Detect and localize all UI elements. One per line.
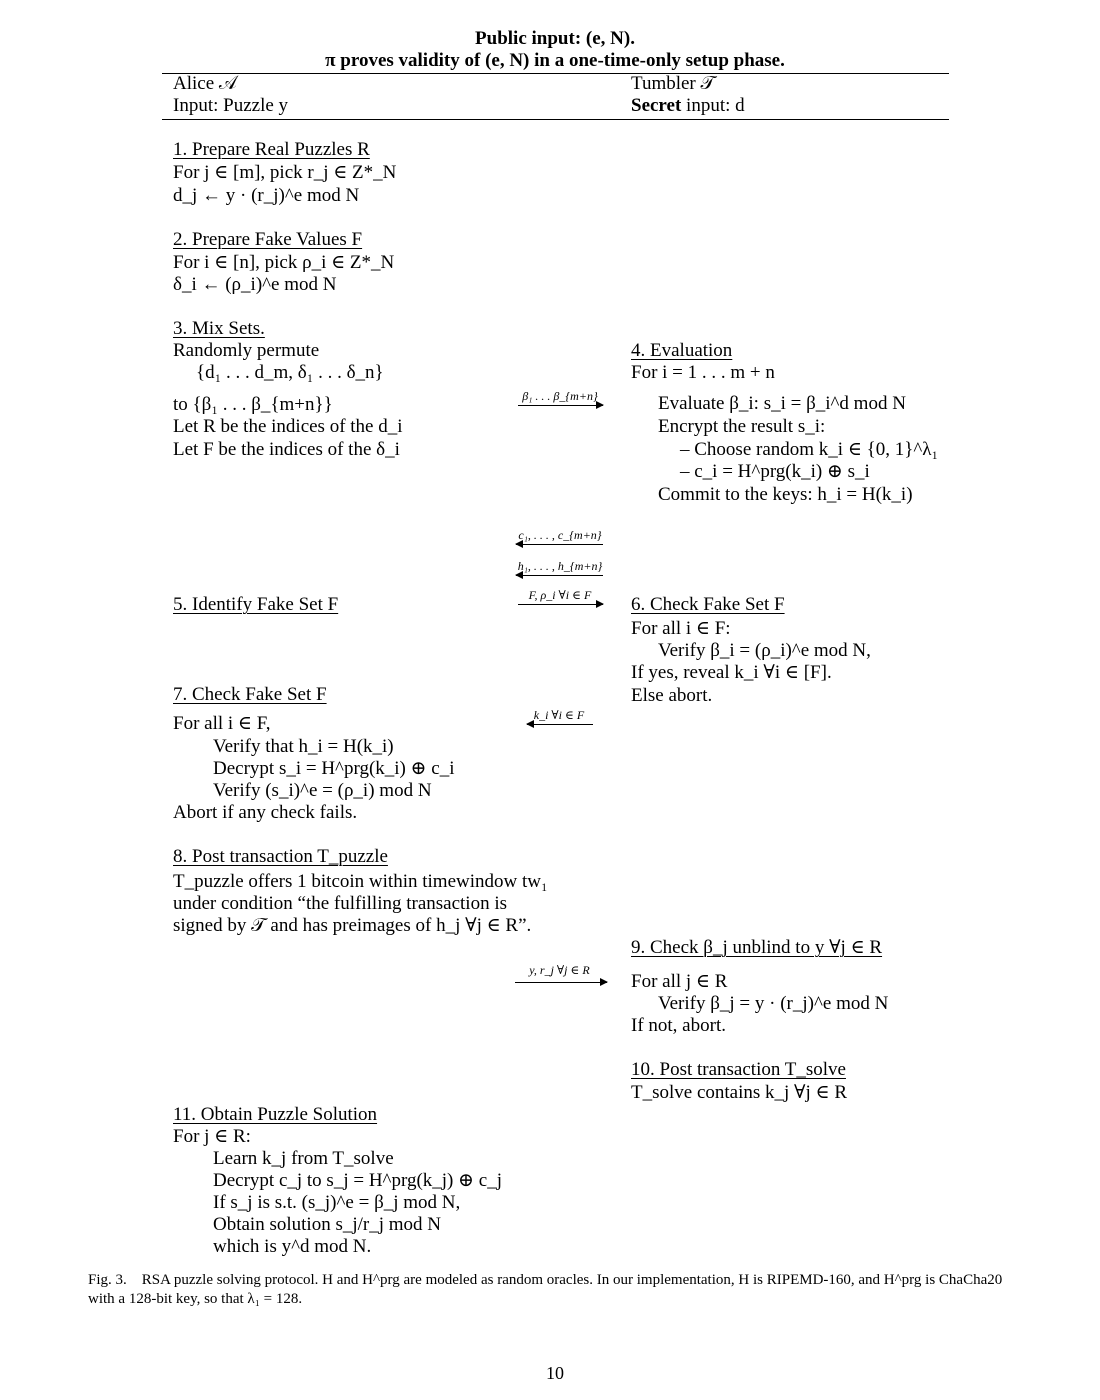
step3-line4: Let R be the indices of the d_i (173, 416, 403, 437)
step4-line6: Commit to the keys: h_i = H(k_i) (658, 484, 913, 505)
arrow4-label: F, ρ_i ∀i ∈ F (528, 588, 592, 602)
step7-line1: For all i ∈ F, (173, 713, 271, 734)
step11-line2: Learn k_j from T_solve (213, 1148, 394, 1169)
step7-title: 7. Check Fake Set F (173, 684, 327, 705)
step8-title: 8. Post transaction T_puzzle (173, 846, 388, 867)
step9-title: 9. Check β_j unblind to y ∀j ∈ R (631, 937, 883, 958)
figure-caption-text: RSA puzzle solving protocol. H and H^prg are modeled as random oracles. In our implementation, H is RIPEMD-160, and H^prg is ChaCha20 with a 128-bit key, so that λ₁ = 128. (88, 1272, 1003, 1307)
step11-line1: For j ∈ R: (173, 1126, 251, 1147)
step11-line4: If s_j is s.t. (s_j)^e = β_j mod N, (213, 1192, 461, 1213)
step2-line1: For i ∈ [n], pick ρ_i ∈ Z*_N (173, 252, 395, 273)
step11-title: 11. Obtain Puzzle Solution (173, 1104, 378, 1125)
page-number: 10 (546, 1363, 564, 1383)
arrow2-label: c₁, . . . , c_{m+n} (518, 528, 602, 542)
step11-line5: Obtain solution s_j/r_j mod N (213, 1214, 441, 1235)
step1-line2: d_j ← y · (r_j)^e mod N (173, 185, 360, 206)
tumbler-input-rest: input: d (681, 95, 745, 116)
alice-label: Alice 𝒜 (173, 73, 237, 94)
step3-title: 3. Mix Sets. (173, 318, 265, 339)
step11-line3: Decrypt c_j to s_j = H^prg(k_j) ⊕ c_j (213, 1170, 503, 1191)
step1-line1: For j ∈ [m], pick r_j ∈ Z*_N (173, 162, 397, 183)
step5-title: 5. Identify Fake Set F (173, 594, 339, 615)
tumbler-label: Tumbler 𝒯 (631, 73, 716, 94)
arrow1-label: β₁ . . . β_{m+n} (522, 389, 598, 403)
step2-title: 2. Prepare Fake Values F (173, 229, 363, 250)
step8-line3: signed by 𝒯 and has preimages of h_j ∀j ∈ R”. (173, 915, 532, 936)
step9-line1: For all j ∈ R (631, 971, 728, 992)
step1-title: 1. Prepare Real Puzzles R (173, 139, 370, 160)
tumbler-input (631, 95, 745, 117)
step10-line1: T_solve contains k_j ∀j ∈ R (631, 1082, 848, 1103)
step4-line1: For i = 1 . . . m + n (631, 362, 775, 383)
figure-caption (88, 1271, 1028, 1309)
header-public-input: Public input: (e, N). (475, 28, 635, 49)
step8-line2: under condition “the fulfilling transaction is (173, 893, 508, 914)
step4-title: 4. Evaluation (631, 340, 733, 361)
step3-line3: to {β₁ . . . β_{m+n}} (173, 394, 333, 415)
step7-line2: Verify that h_i = H(k_i) (213, 736, 394, 757)
arrow6-right (515, 982, 607, 983)
step6-line2: Verify β_i = (ρ_i)^e mod N, (658, 640, 871, 661)
arrow3-label: h₁, . . . , h_{m+n} (517, 559, 603, 573)
arrow1-right (518, 405, 603, 406)
alice-input: Input: Puzzle y (173, 95, 289, 116)
step9-line2: Verify β_j = y · (r_j)^e mod N (658, 993, 889, 1014)
figure-caption-label: Fig. 3. (88, 1272, 127, 1288)
header-rule-top (162, 73, 949, 74)
step4-line2: Evaluate β_i: s_i = β_i^d mod N (658, 393, 906, 414)
step6-line3: If yes, reveal k_i ∀i ∈ [F]. (631, 662, 832, 683)
step3-line5: Let F be the indices of the δ_i (173, 439, 400, 460)
step9-line3: If not, abort. (631, 1015, 726, 1036)
step6-line1: For all i ∈ F: (631, 618, 731, 639)
step6-title: 6. Check Fake Set F (631, 594, 785, 615)
arrow5-left (527, 724, 593, 725)
arrow6-label: y, r_j ∀j ∈ R (529, 963, 590, 977)
step7-line5: Abort if any check fails. (173, 802, 358, 823)
header-rule-bottom (162, 119, 949, 120)
step3-line2: {d₁ . . . d_m, δ₁ . . . δ_n} (196, 362, 384, 383)
arrow4-right (518, 604, 603, 605)
arrow3-left (516, 575, 603, 576)
step4-line4: – Choose random k_i ∈ {0, 1}^λ₁ (680, 439, 939, 460)
arrow2-left (516, 544, 603, 545)
arrow5-label: k_i ∀i ∈ F (533, 708, 585, 722)
step11-line6: which is y^d mod N. (213, 1236, 372, 1257)
step7-line3: Decrypt s_i = H^prg(k_i) ⊕ c_i (213, 758, 455, 779)
step6-line4: Else abort. (631, 685, 713, 706)
step10-title: 10. Post transaction T_solve (631, 1059, 846, 1080)
step7-line4: Verify (s_i)^e = (ρ_i) mod N (213, 780, 432, 801)
step4-line3: Encrypt the result s_i: (658, 416, 826, 437)
step4-line5: – c_i = H^prg(k_i) ⊕ s_i (680, 461, 870, 482)
step3-line1: Randomly permute (173, 340, 320, 361)
step2-line2: δ_i ← (ρ_i)^e mod N (173, 274, 337, 295)
step8-line1: T_puzzle offers 1 bitcoin within timewindow tw₁ (173, 871, 548, 892)
header-proof-statement: π proves validity of (e, N) in a one-time-only setup phase. (325, 50, 785, 71)
tumbler-secret-word: Secret (631, 95, 682, 116)
